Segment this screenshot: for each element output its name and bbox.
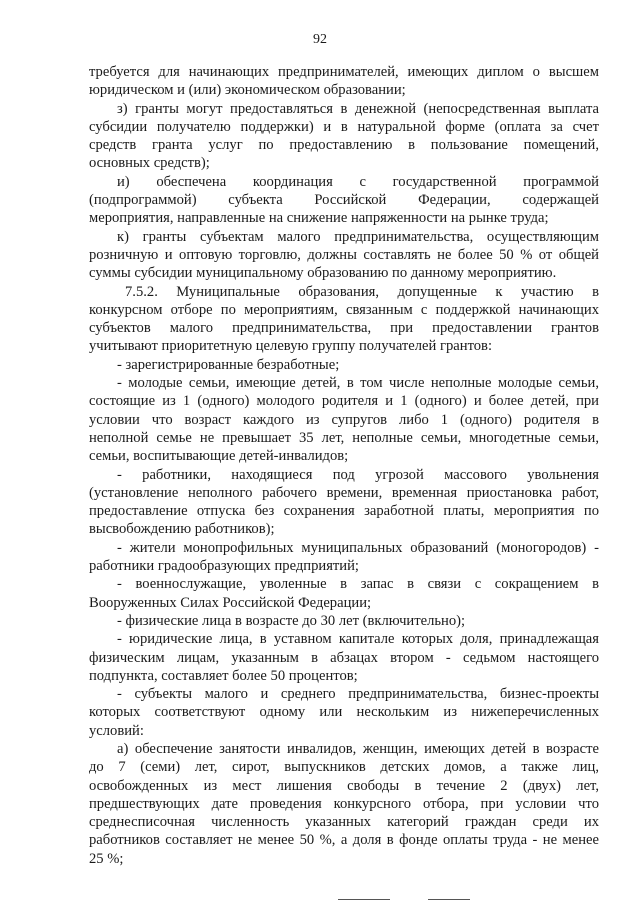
text-line: - военнослужащие, уволенные в запас в связи с сокращением в: [117, 576, 599, 593]
text-line: (подпрограммой) субъекта Российской Федерации, содержащей: [89, 192, 599, 209]
text-line: условии что возраст каждого из супругов либо 1 (одного) родителя в: [89, 411, 599, 428]
document-body: [89, 63, 599, 868]
text-line: (установление неполного рабочего времени, временная приостановка работ,: [89, 484, 599, 501]
text-line: высвобождению работников);: [89, 521, 275, 538]
text-line: семьи, воспитывающие детей-инвалидов;: [89, 448, 349, 465]
text-line: работники градообразующих предприятий;: [89, 558, 359, 575]
text-line: - работники, находящиеся под угрозой массового увольнения: [117, 466, 599, 483]
text-line: конкурсном отборе по мероприятиям, связанным с поддержкой начинающих: [89, 301, 599, 318]
text-line: 7.5.2. Муниципальные образования, допущенные к участию в: [125, 283, 599, 300]
text-line: состоящие из 1 (одного) молодого родителя и 1 (одного) и более детей, при: [89, 393, 599, 410]
text-line: предшествующих дате проведения конкурсного отбора, при условии что: [89, 795, 599, 812]
scan-edge-mark: [428, 899, 470, 900]
text-line: субъектов малого предпринимательства, при предоставлении грантов: [89, 320, 599, 337]
text-line: требуется для начинающих предпринимателей, имеющих диплом о высшем: [89, 64, 599, 80]
text-line: - юридические лица, в уставном капитале которых доля, принадлежащая: [117, 631, 599, 648]
text-line: и) обеспечена координация с государственной программой: [117, 173, 599, 190]
text-line: основных средств);: [89, 155, 210, 172]
text-line: 25 %;: [89, 850, 124, 867]
text-line: а) обеспечение занятости инвалидов, женщин, имеющих детей в возрасте: [117, 740, 599, 757]
text-line: - физические лица в возрасте до 30 лет (включительно);: [117, 612, 466, 629]
text-line: условий:: [89, 722, 144, 739]
text-line: неполной семье не превышает 35 лет, неполные семьи, многодетные семьи,: [89, 429, 599, 446]
text-line: учитывают приоритетную целевую группу получателей грантов:: [89, 338, 492, 355]
text-line: - молодые семьи, имеющие детей, в том числе неполные молодые семьи,: [117, 375, 599, 392]
text-line: - зарегистрированные безработные;: [117, 356, 340, 373]
text-line: средств гранта услуг по предоставлению в пользование помещений,: [89, 137, 599, 154]
page-number: 92: [313, 32, 327, 47]
text-line: физическим лицам, указанным в абзацах втором - седьмом настоящего: [89, 649, 599, 666]
scan-edge-mark: [338, 899, 390, 900]
text-line: мероприятия, направленные на снижение напряженности на рынке труда;: [89, 210, 549, 227]
text-line: розничную и оптовую торговлю, должны составлять не более 50 % от общей: [89, 246, 599, 263]
text-line: к) гранты субъектам малого предпринимательства, осуществляющим: [117, 228, 599, 245]
text-line: до 7 (семи) лет, сирот, выпускников детских домов, а также лиц,: [89, 759, 599, 776]
text-line: среднесписочная численность указанных категорий граждан среди их: [89, 814, 599, 831]
text-line: предоставление отпуска без сохранения заработной платы, мероприятия по: [89, 503, 599, 520]
text-line: работников составляет не менее 50 %, а доля в фонде оплаты труда - не менее: [89, 832, 599, 849]
text-line: - субъекты малого и среднего предпринимательства, бизнес-проекты: [117, 686, 599, 703]
text-line: освобожденных из мест лишения свободы в течение 2 (двух) лет,: [89, 777, 599, 794]
text-line: Вооруженных Силах Российской Федерации;: [89, 594, 372, 611]
text-line: суммы субсидии муниципальному образованию по данному мероприятию.: [89, 265, 557, 282]
text-line: з) гранты могут предоставляться в денежной (непосредственная выплата: [117, 100, 599, 117]
text-line: субсидии получателю поддержки) и в натуральной форме (оплата за счет: [89, 118, 599, 135]
text-line: которых соответствуют одному или нескольким из нижеперечисленных: [89, 704, 599, 721]
text-line: юридическом и (или) экономическом образовании;: [89, 82, 406, 99]
text-line: подпункта, составляет более 50 процентов;: [89, 667, 358, 684]
text-line: - жители монопрофильных муниципальных образований (моногородов) -: [117, 539, 599, 556]
